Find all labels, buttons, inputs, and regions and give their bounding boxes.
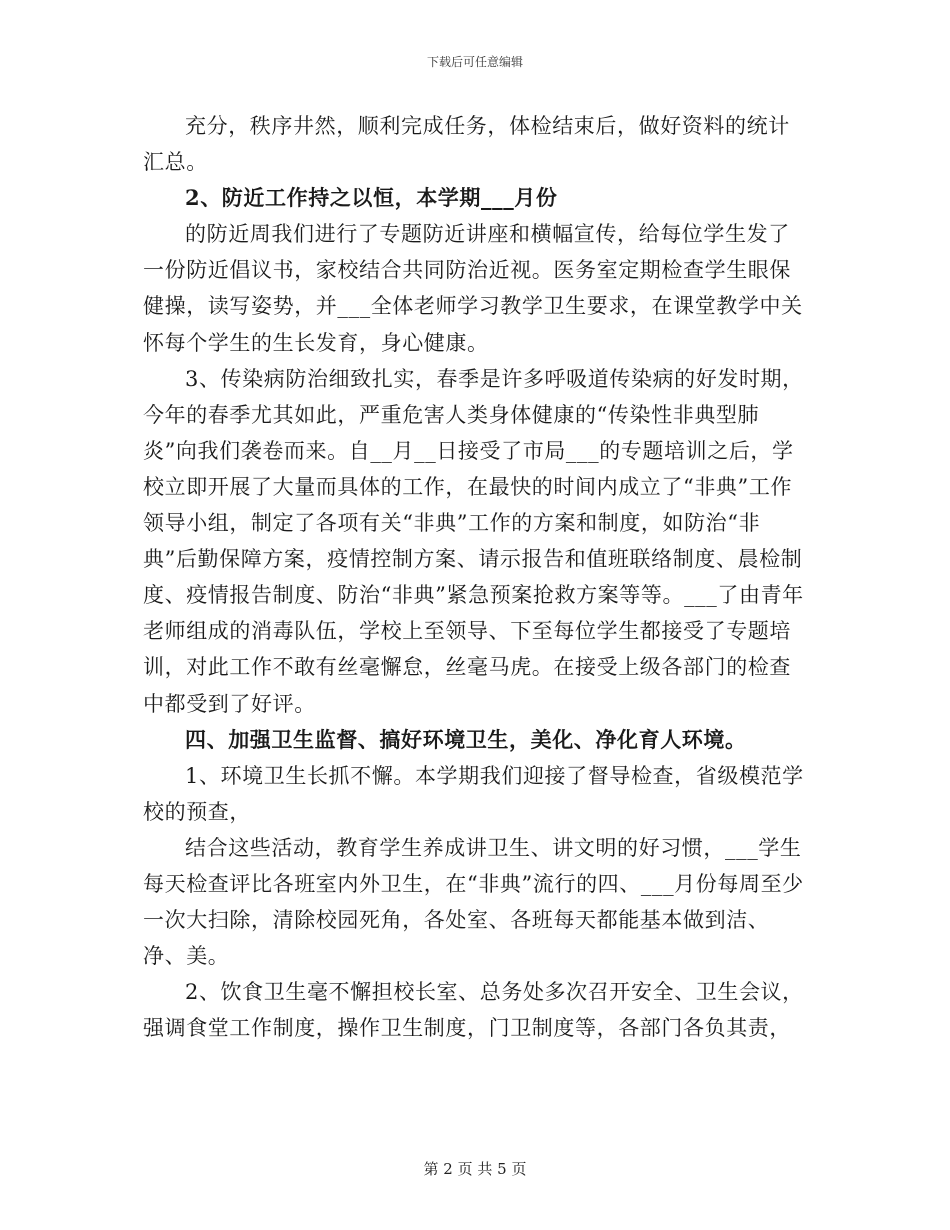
paragraph-health-check-summary: 充分，秩序井然，顺利完成任务，体检结束后，做好资料的统计汇总。	[143, 114, 790, 175]
page-number-footer: 第 2 页 共 5 页	[423, 1160, 527, 1178]
heading-hygiene-supervision: 四、加强卫生监督、搞好环境卫生，美化、净化育人环境。	[185, 726, 747, 752]
paragraph-environment-hygiene: 1、环境卫生长抓不懈。本学期我们迎接了督导检查，省级模范学校的预查，	[143, 763, 804, 824]
paragraph-food-hygiene: 2、饮食卫生毫不懈担校长室、总务处多次召开安全、卫生会议，强调食堂工作制度，操作卫生制度，门卫制度等，各部门各负其责，	[143, 980, 804, 1041]
heading-myopia-prevention: 2、防近工作持之以恒，本学期___月份	[185, 185, 558, 211]
paragraph-myopia-week: 的防近周我们进行了专题防近讲座和横幅宣传，给每位学生发了一份防近倡议书，家校结合共同防治近视。医务室定期检查学生眼保健操，读写姿势，并___全体老师学习教学卫生要求，在课堂教学中关怀每个学生的生长发育，身心健康。	[143, 222, 803, 355]
document-body	[143, 108, 808, 1046]
page-header-note: 下载后可任意编辑	[426, 55, 523, 69]
paragraph-hygiene-activities: 结合这些活动，教育学生养成讲卫生、讲文明的好习惯，___学生每天检查评比各班室内外卫生，在“非典”流行的四、___月份每周至少一次大扫除，清除校园死角，各处室、各班每天都能基本做到洁、净、美。	[143, 835, 804, 969]
paragraph-infectious-disease: 3、传染病防治细致扎实，春季是许多呼吸道传染病的好发时期，今年的春季尤其如此，严重危害人类身体健康的“传染性非典型肺炎”向我们袭卷而来。自__月__日接受了市局___的专题培训之后，学校立即开展了大量而具体的工作，在最快的时间内成立了“非典”工作领导小组，制定了各项有关“非典”工作的方案和制度，如防治“非典”后勤保障方案，疫情控制方案、请示报告和值班联络制度、晨检制度、疫情报告制度、防治“非典”紧急预案抢救方案等等。___了由青年老师组成的消毒队伍，学校上至领导、下至每位学生都接受了专题培训，对此工作不敢有丝毫懈怠，丝毫马虎。在接受上级各部门的检查中都受到了好评。	[143, 366, 804, 716]
